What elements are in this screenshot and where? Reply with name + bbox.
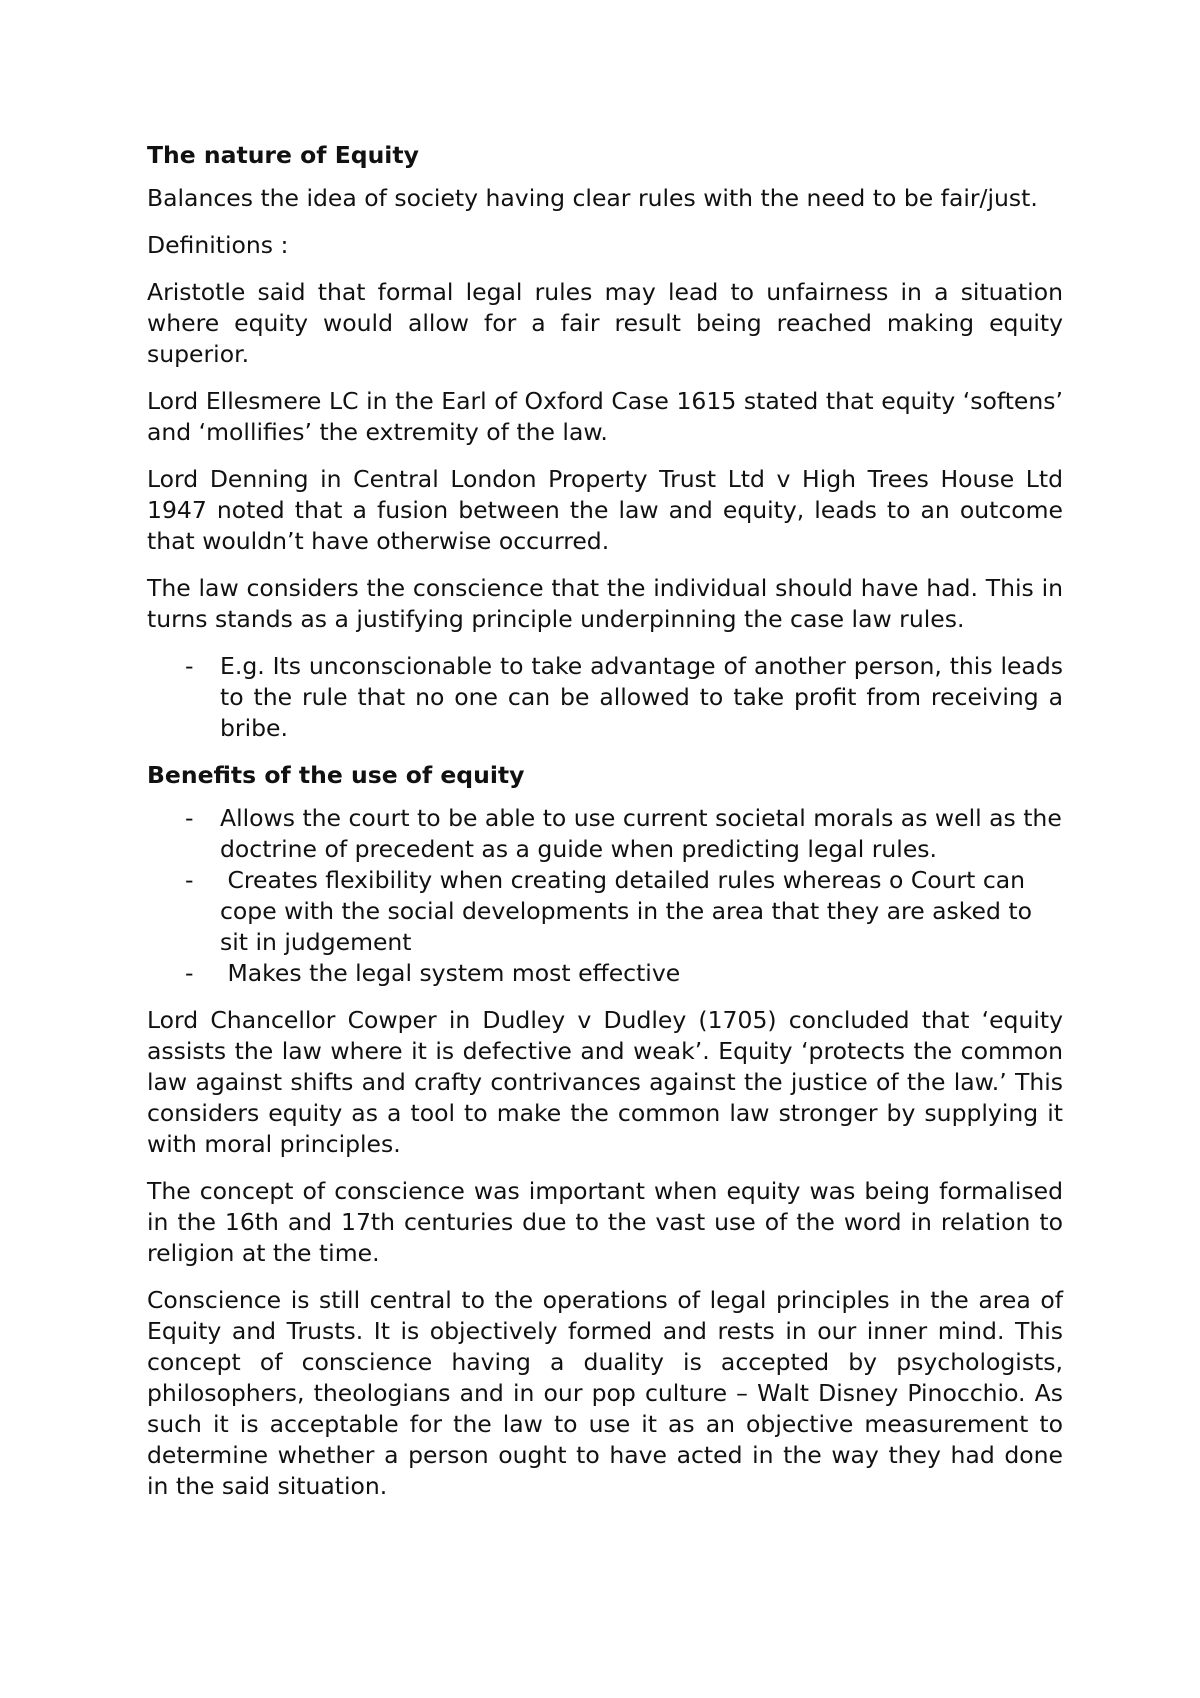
bullet-dash: - [185, 652, 194, 680]
list-item [147, 651, 1063, 744]
benefits-list [147, 803, 1063, 989]
list-item-text: Creates flexibility when creating detailed rules whereas o Court can cope with the social developments in the area that they are asked to sit in judgement [220, 866, 1040, 956]
list-item [147, 803, 1063, 865]
paragraph-definitions: Definitions : [147, 231, 289, 259]
paragraph-aristotle: Aristotle said that formal legal rules may lead to unfairness in a situation where equity would allow for a fair result being reached making equity superior. [147, 278, 1063, 368]
bullet-dash: - [185, 866, 194, 894]
paragraph-balances: Balances the idea of society having clear rules with the need to be fair/just. [147, 184, 1038, 212]
list-item [147, 958, 1063, 989]
paragraph-conscience-law: The law considers the conscience that the individual should have had. This in turns stands as a justifying principle underpinning the case law rules. [147, 574, 1063, 633]
list-item [147, 865, 1063, 958]
list-item-text: Allows the court to be able to use current societal morals as well as the doctrine of precedent as a guide when predicting legal rules. [220, 804, 1062, 863]
paragraph-denning: Lord Denning in Central London Property Trust Ltd v High Trees House Ltd 1947 noted that a fusion between the law and equity, leads to an outcome that wouldn’t have otherwise occurred. [147, 465, 1063, 555]
example-list [147, 651, 1063, 744]
heading-benefits: Benefits of the use of equity [147, 761, 525, 789]
bullet-dash: - [185, 804, 194, 832]
document-page [147, 140, 1063, 1518]
paragraph-conscience-central: Conscience is still central to the operations of legal principles in the area of Equity and Trusts. It is objectively formed and rests in our inner mind. This concept of conscience having a duality is accepted by psychologists, philosophers, theologians and in our pop culture – Walt Disney Pinocchio. As such it is acceptable for the law to use it as an objective measurement to determine whether a person ought to have acted in the way they had done in the said situation. [147, 1286, 1063, 1500]
heading-nature-of-equity: The nature of Equity [147, 141, 419, 169]
list-item-text: E.g. Its unconscionable to take advantage of another person, this leads to the rule that no one can be allowed to take profit from receiving a bribe. [220, 652, 1063, 742]
bullet-dash: - [185, 959, 194, 987]
list-item-text: Makes the legal system most effective [220, 959, 681, 987]
paragraph-ellesmere: Lord Ellesmere LC in the Earl of Oxford Case 1615 stated that equity ‘softens’ and ‘mollifies’ the extremity of the law. [147, 387, 1063, 446]
paragraph-cowper: Lord Chancellor Cowper in Dudley v Dudley (1705) concluded that ‘equity assists the law where it is defective and weak’. Equity ‘protects the common law against shifts and crafty contrivances against the justice of the law.’ This considers equity as a tool to make the common law stronger by supplying it with moral principles. [147, 1006, 1063, 1158]
paragraph-concept-conscience: The concept of conscience was important when equity was being formalised in the 16th and 17th centuries due to the vast use of the word in relation to religion at the time. [147, 1177, 1063, 1267]
